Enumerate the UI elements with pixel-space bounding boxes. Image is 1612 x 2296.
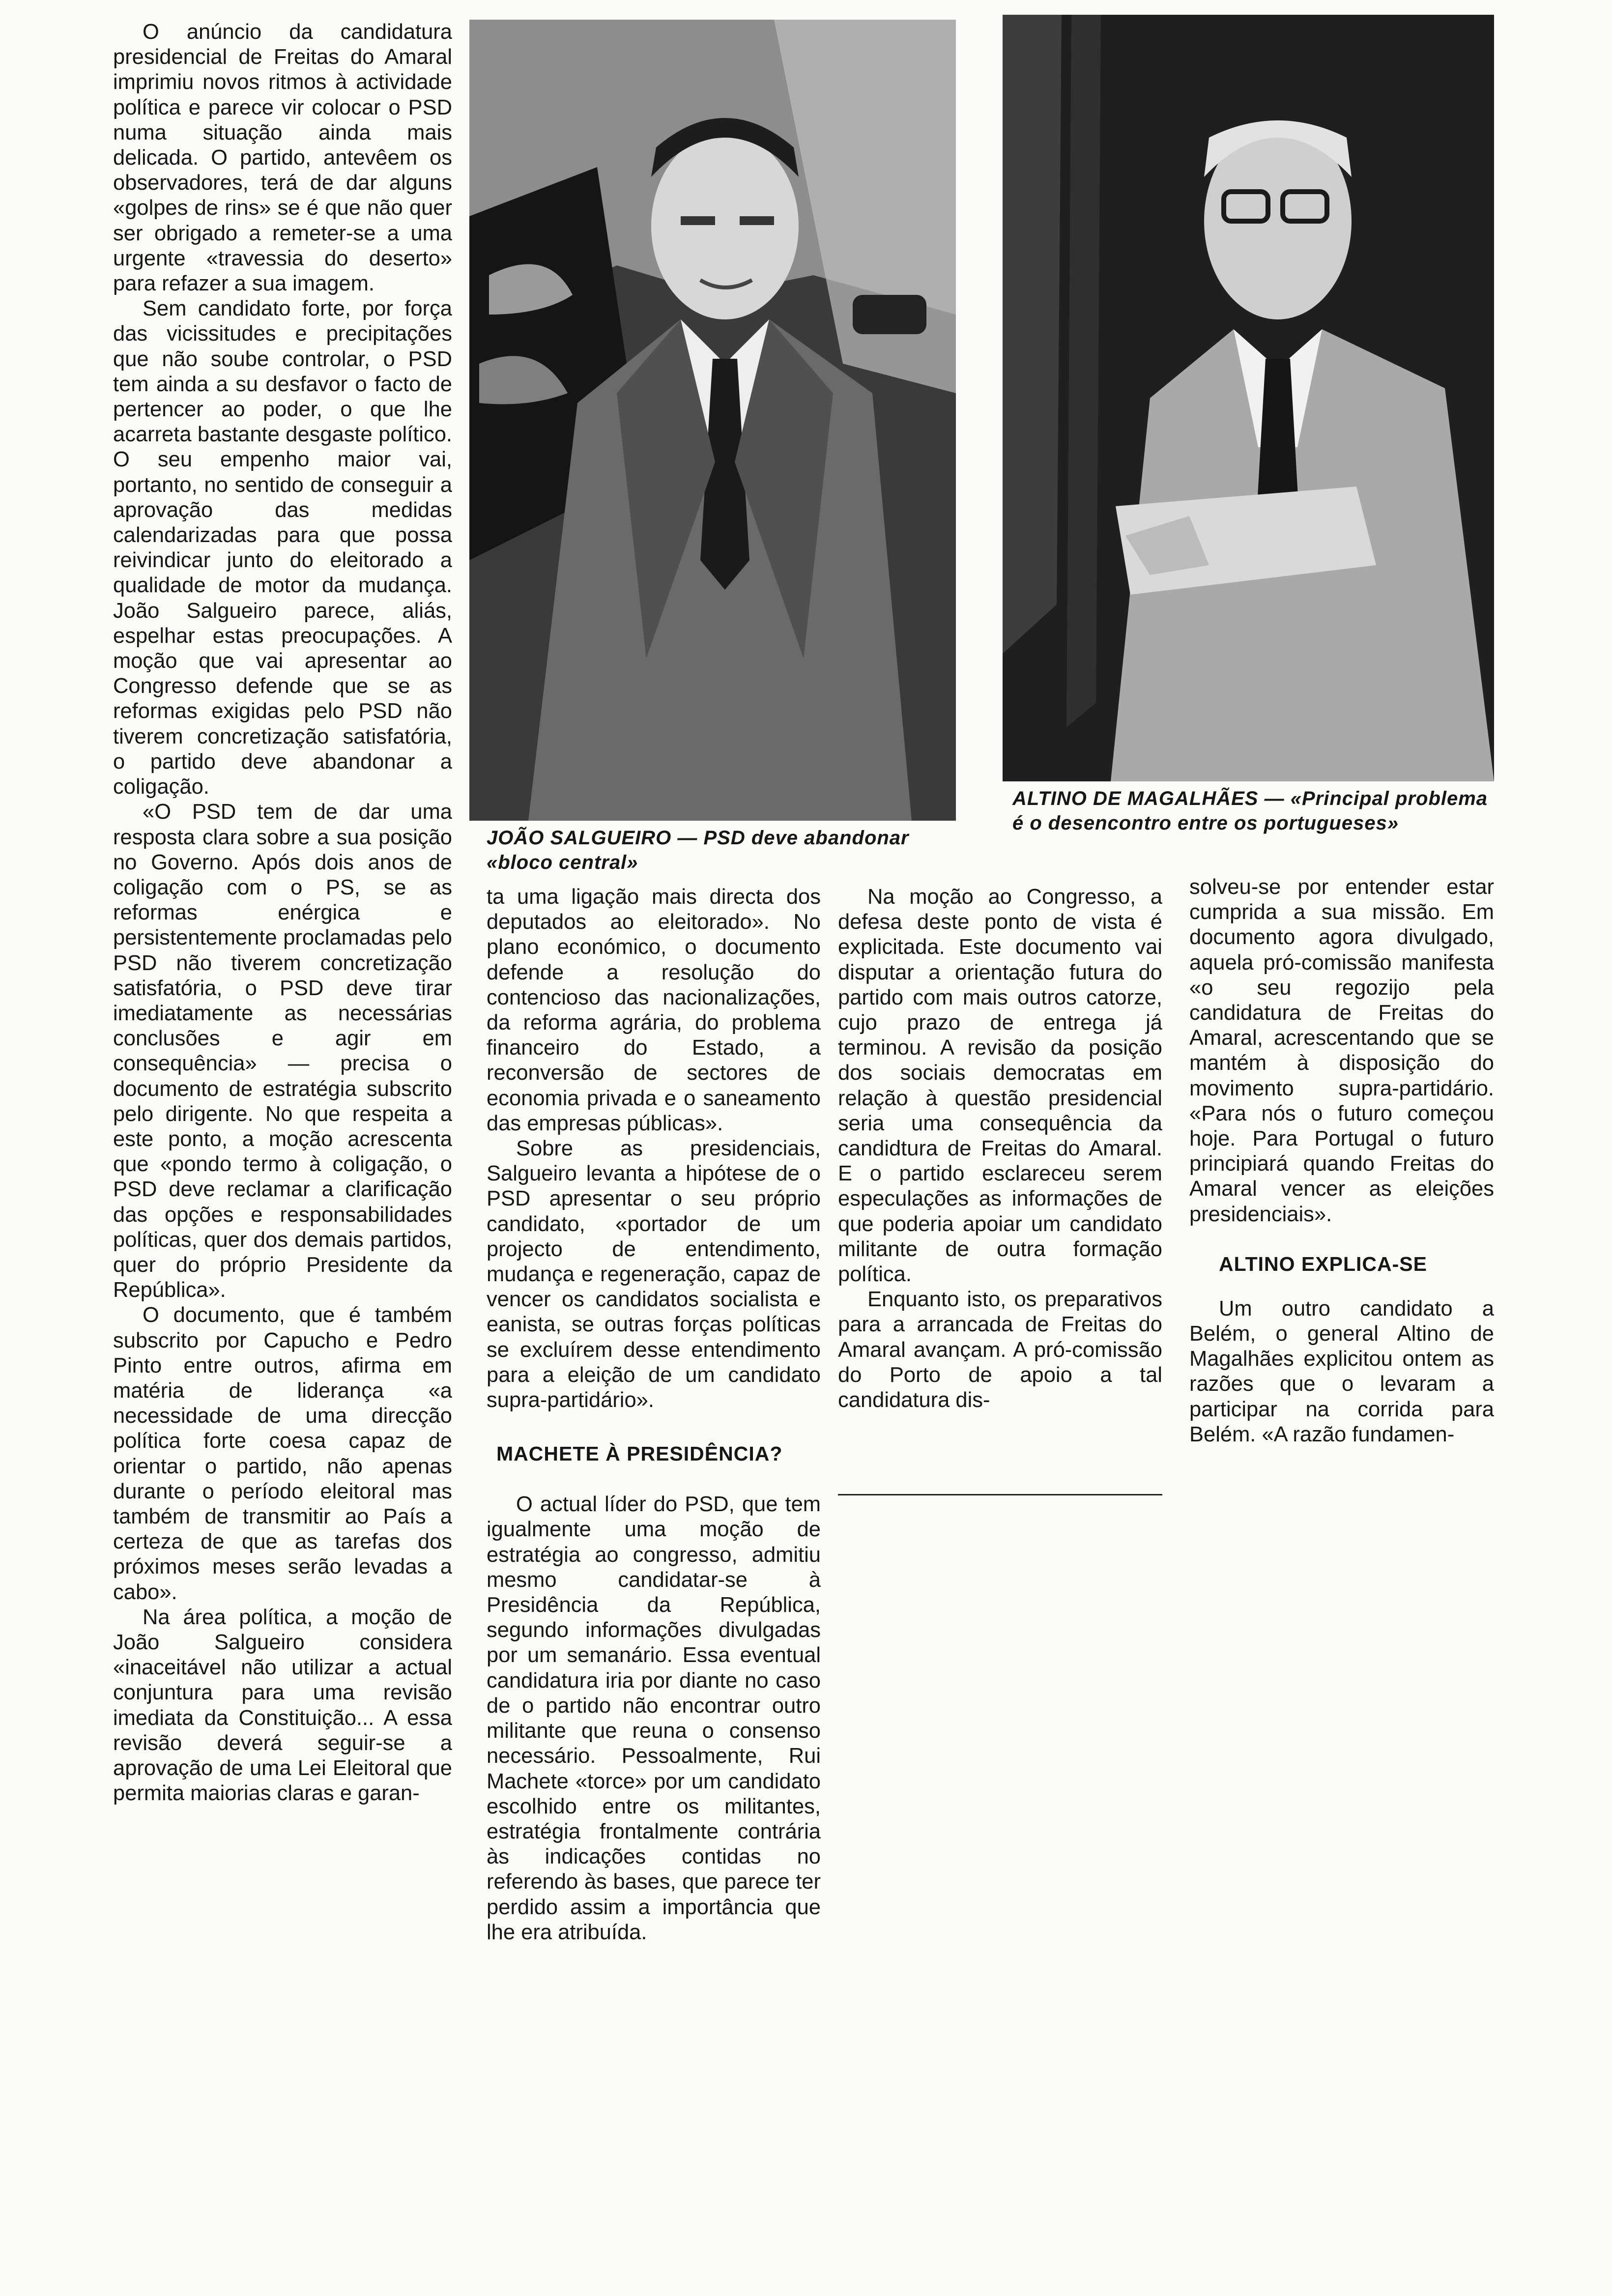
column-end-rule <box>838 1494 1162 1495</box>
photo-caption-salgueiro <box>487 826 953 875</box>
paragraph: Na moção ao Congresso, a defesa deste ponto de vista é explicitada. Este documento vai disputar a orientação futura do partido com mais outros catorze, cujo prazo de entrega já terminou. A revisão da posição dos sociais democratas em relação à questão presidencial seria uma consequência da candidtura de Freitas do Amaral. E o partido esclareceu serem especulações as informações de que poderia apoiar um candidato militante de outra formação política. <box>838 885 1162 1287</box>
subheading-altino: ALTINO EXPLICA-SE <box>1219 1252 1427 1275</box>
paragraph: O documento, que é também subscrito por Capucho e Pedro Pinto entre outros, afirma em matéria de liderança «a necessidade de uma direcção política forte coesa capaz de orientar o partido, não apenas durante o período eleitoral mas também de transmitir ao País a certeza de que as tarefas dos próximos meses serão levadas a cabo». <box>113 1303 452 1604</box>
subheading-machete: MACHETE À PRESIDÊNCIA? <box>496 1442 783 1465</box>
paragraph: solveu-se por entender estar cumprida a sua missão. Em documento agora divulgado, aquela pró-comissão manifesta «o seu regozijo pela candidatura de Freitas do Amaral, acrescentando que se mantém à disposição do movimento supra-partidário. «Para nós o futuro começou hoje. Para Portugal o futuro principiará quando Freitas do Amaral vencer as eleições presidenciais». <box>1189 875 1494 1226</box>
photo-joao-salgueiro <box>469 20 956 821</box>
article-column-3 <box>838 885 1162 1413</box>
article-column-1 <box>113 20 452 1806</box>
portrait-illustration <box>469 20 956 821</box>
paragraph: Um outro candidato a Belém, o general Altino de Magalhães explicitou ontem as razões que o levaram a participar na corrida para Belém. «A razão fundamen- <box>1189 1296 1494 1446</box>
paragraph: Sem candidato forte, por força das vicissitudes e precipitações que não soube controlar, o PSD tem ainda a su desfavor o facto de pertencer ao poder, o que lhe acarreta bastante desgaste político. O seu empenho maior vai, portanto, no sentido de conseguir a aprovação das medidas calendarizadas para que possa reivindicar junto do eleitorado a qualidade de motor da mudança. João Salgueiro parece, aliás, espelhar estas preocupações. A moção que vai apresentar ao Congresso defende que se as reformas exigidas pelo PSD não tiverem concretização satisfatória, o partido deve abandonar a coligação. <box>113 297 452 799</box>
caption-text: — «Principal problema é o desencontro entre os portugueses» <box>1012 788 1488 834</box>
caption-name: ALTINO DE MAGALHÃES <box>1012 788 1259 809</box>
paragraph: Enquanto isto, os preparativos para a arrancada de Freitas do Amaral avançam. A pró-comissão do Porto de apoio a tal candidatura dis- <box>838 1288 1162 1412</box>
paragraph: O anúncio da candidatura presidencial de Freitas do Amaral imprimiu novos ritmos à actividade política e parece vir colocar o PSD numa situação ainda mais delicada. O partido, antevêem os observadores, terá de dar alguns «golpes de rins» se é que não quer ser obrigado a remeter-se a uma urgente «travessia do deserto» para refazer a sua imagem. <box>113 20 452 296</box>
paragraph: O actual líder do PSD, que tem igualmente uma moção de estratégia ao congresso, admitiu mesmo candidatar-se à Presidência da República, segundo informações divulgadas por um semanário. Essa eventual candidatura iria por diante no caso de o partido não encontrar outro militante que reuna o consenso necessário. Pessoalmente, Rui Machete «torce» por um candidato escolhido entre os militantes, estratégia frontalmente contrária às indicações contidas no referendo às bases, que parece ter perdido assim a importância que lhe era atribuída. <box>487 1492 821 1944</box>
paragraph: Sobre as presidenciais, Salgueiro levanta a hipótese de o PSD apresentar o seu próprio candidato, «portador de um projecto de entendimento, mudança e regeneração, capaz de vencer os candidatos socialista e eanista, se outras forças políticas se excluírem desse entendimento para a eleição de um candidato supra-partidário». <box>487 1137 821 1412</box>
article-column-2 <box>487 885 821 1945</box>
photo-caption-altino <box>1012 786 1494 835</box>
paragraph: «O PSD tem de dar uma resposta clara sobre a sua posição no Governo. Após dois anos de coligação com o PS, se as reformas enérgica e persistentemente proclamadas pelo PSD não tiverem concretização satisfatória, o PSD deve tirar imediatamente as necessárias conclusões e agir em consequência» — precisa o documento de estratégia subscrito pelo dirigente. No que respeita a este ponto, a moção acrescenta que «pondo termo à coligação, o PSD deve reclamar a clarificação das opções e responsabilidades políticas, quer dos demais partidos, quer do próprio Presidente da República». <box>113 800 452 1302</box>
paragraph: Na área política, a moção de João Salgueiro considera «inaceitável não utilizar a actual conjuntura para uma revisão imediata da Constituição... A essa revisão deverá seguir-se a aprovação de uma Lei Eleitoral que permita maiorias claras e garan- <box>113 1605 452 1806</box>
caption-name: JOÃO SALGUEIRO <box>487 827 672 849</box>
article-column-4 <box>1189 875 1494 1447</box>
caption-text: — PSD deve abandonar «bloco central» <box>487 827 909 873</box>
portrait-illustration <box>1003 15 1494 781</box>
photo-altino-magalhaes <box>1003 15 1494 781</box>
paragraph: ta uma ligação mais directa dos deputados ao eleitorado». No plano económico, o documento defende a resolução do contencioso das nacionalizações, da reforma agrária, do problema financeiro do Estado, a reconversão de sectores de economia privada e o saneamento das empresas públicas». <box>487 885 821 1135</box>
